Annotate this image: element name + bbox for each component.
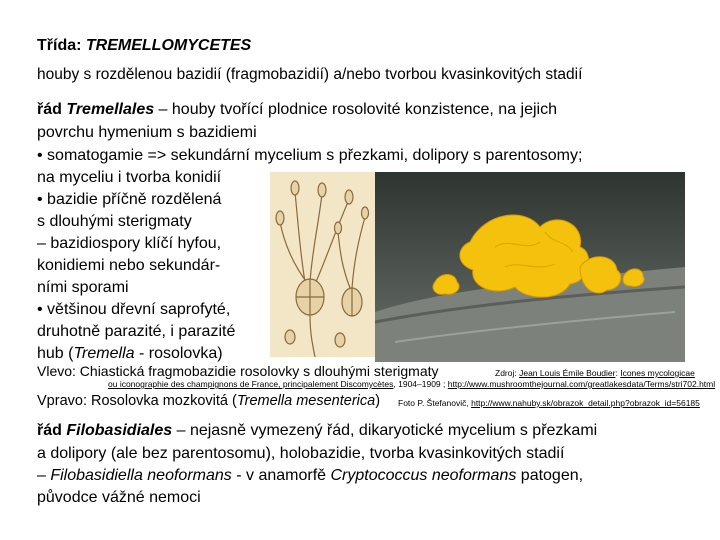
filobasidiales-line-3	[37, 465, 583, 487]
source-sep: :	[615, 368, 621, 378]
caption-left: Vlevo: Chiastická fragmobazidie rosolovky s dlouhými sterigmaty	[37, 363, 439, 379]
slide-subtitle: houby s rozdělenou bazidií (fragmobazidií) a/nebo tvorbou kvasinkovitých stadií	[37, 66, 583, 83]
tremella-photo-drawing	[375, 172, 685, 362]
caption-left-source	[495, 368, 695, 378]
tremellales-line-8: konidiemi nebo sekundár-	[37, 257, 221, 274]
tremellales-line-4: na myceliu i tvorba konidií	[37, 169, 222, 186]
basidia-drawing	[270, 172, 375, 357]
tremellales-line-7: – bazidiospory klíčí hyfou,	[37, 235, 222, 252]
line3-b: - v anamorfě	[231, 467, 331, 484]
order-lead: řád	[37, 101, 67, 118]
tremella-photo	[375, 172, 685, 362]
source-title-cont-link[interactable]: ou iconographie des champignons de France, principalement Discomycètes	[108, 379, 394, 389]
title-class-name: TREMELLOMYCETES	[85, 37, 252, 54]
caption-right	[37, 393, 380, 409]
filobasidiales-line-2: a dolipory (ale bez parentosomu), holobazidie, tvorba kvasinkovitých stadií	[37, 445, 565, 462]
tremellales-line-12	[37, 343, 223, 364]
photo-credit: Foto P. Štefanovič,	[398, 398, 472, 408]
basidia-illustration	[270, 172, 375, 357]
tremellales-line-2: povrchu hymenium s bazidiemi	[37, 124, 257, 141]
order-name-filobasidiales: Filobasidiales	[66, 422, 173, 439]
source-label: Zdroj:	[495, 368, 520, 378]
caption-right-suffix: )	[375, 393, 381, 409]
source-author-link[interactable]: Jean Louis Émile Boudier	[519, 368, 616, 378]
title-prefix: Třída:	[37, 37, 86, 54]
photo-url-link[interactable]: http://www.nahuby.sk/obrazok_detail.php?obrazok_id=56185	[471, 398, 700, 408]
filobasidiales-desc: – nejasně vymezený řád, dikaryotické mycelium s přezkami	[172, 422, 598, 439]
line12-b: - rosolovka)	[134, 345, 223, 362]
line12-a: hub (	[37, 345, 74, 362]
genus-tremella: Tremella	[73, 345, 135, 362]
species-tremella-mesenterica: Tremella mesenterica	[236, 393, 376, 409]
tremellales-line-1	[37, 99, 557, 120]
order-lead-2: řád	[37, 422, 67, 439]
filobasidiales-line-4: původce vážné nemoci	[37, 489, 201, 506]
caption-left-source-line2	[108, 379, 715, 389]
tremellales-line-11: druhotně parazité, i parazité	[37, 323, 236, 340]
tremellales-bullet-somatogamy: • somatogamie => sekundární mycelium s přezkami, dolipory s parentosomy;	[37, 147, 583, 164]
source-title-link[interactable]: Icones mycologicae	[620, 368, 695, 378]
line3-c: patogen,	[516, 467, 584, 484]
order-name-tremellales: Tremellales	[66, 101, 155, 118]
species-filobasidiella: Filobasidiella neoformans	[50, 467, 232, 484]
source-url-link[interactable]: http://www.mushroomthejournal.com/greatlakesdata/Terms/stri702.html	[447, 379, 716, 389]
tremellales-line-9: ními sporami	[37, 279, 129, 296]
source-years: , 1904–1909 ;	[393, 379, 448, 389]
filobasidiales-line-1	[37, 420, 597, 442]
tremellales-line-6: s dlouhými sterigmaty	[37, 213, 192, 230]
caption-right-prefix: Vpravo: Rosolovka mozkovitá (	[37, 393, 237, 409]
slide-title	[37, 37, 251, 55]
caption-right-source	[398, 398, 700, 408]
species-cryptococcus: Cryptococcus neoformans	[330, 467, 517, 484]
tremellales-bullet-basidia: • bazidie příčně rozdělená	[37, 191, 222, 208]
tremellales-bullet-saprophytes: • většinou dřevní saprofyté,	[37, 301, 231, 318]
line3-a: –	[37, 467, 51, 484]
tremellales-desc: – houby tvořící plodnice rosolovité konzistence, na jejich	[154, 101, 557, 118]
